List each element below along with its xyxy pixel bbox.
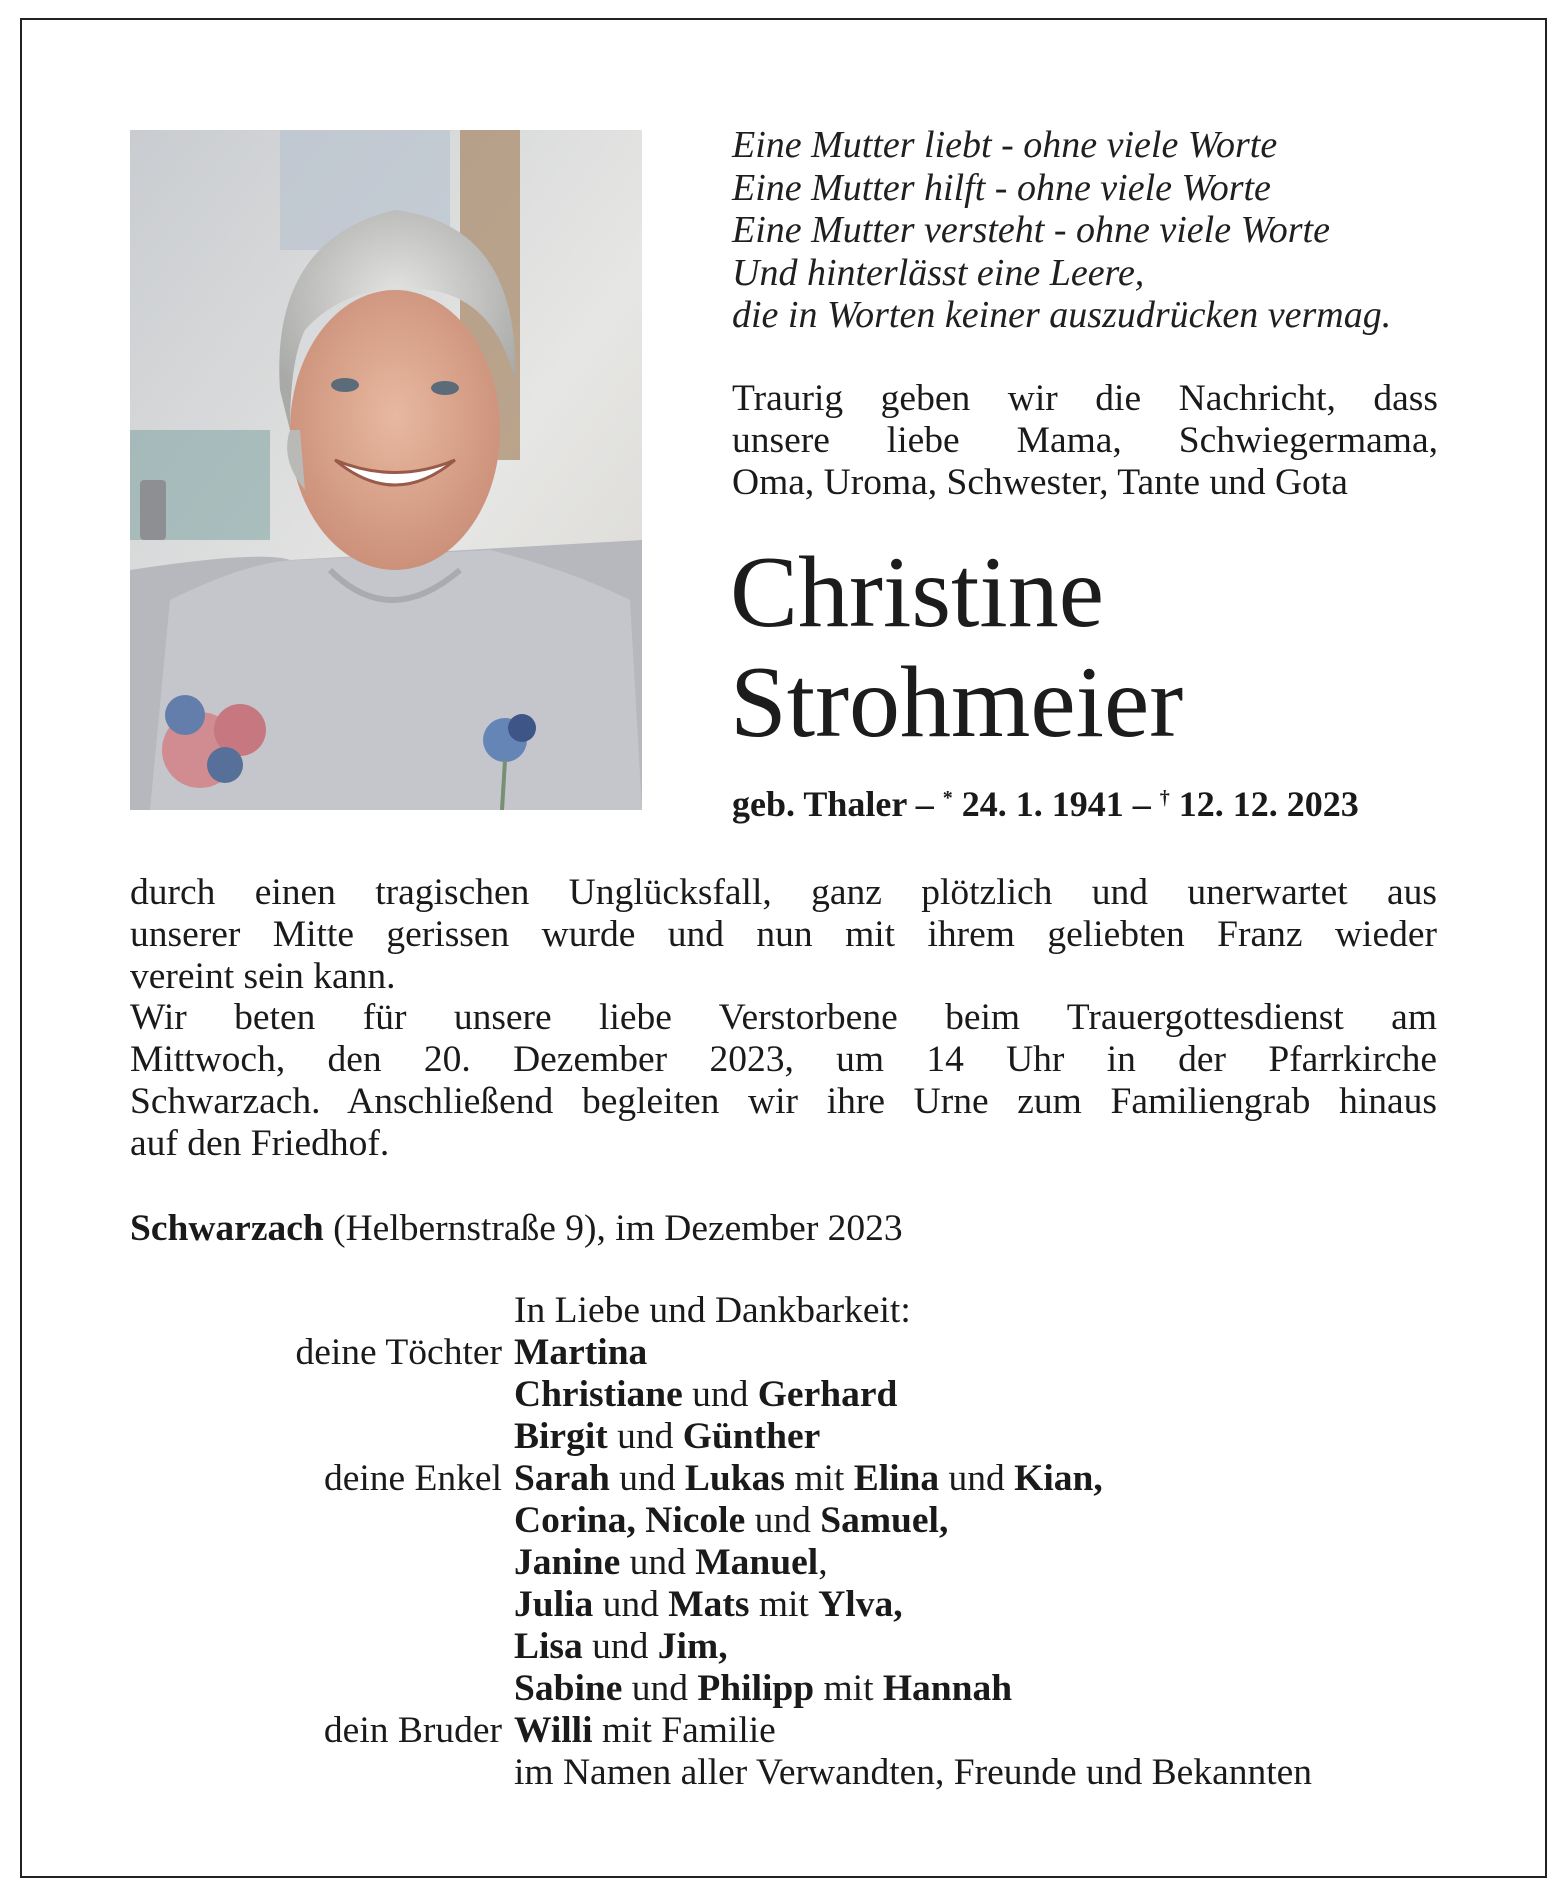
mourner-name: Lisa	[514, 1626, 583, 1667]
role-label: deine Enkel	[323, 1458, 502, 1499]
death-date: 12. 12. 2023	[1178, 784, 1359, 824]
poem-line: Eine Mutter hilft - ohne viele Worte	[732, 166, 1271, 209]
address-and-month: (Helbernstraße 9), im Dezember 2023	[323, 1208, 903, 1249]
body-line: Schwarzach. Anschließend begleiten wir ihre Urne zum Familiengrab hinaus	[130, 1080, 1437, 1122]
mourner-name: Kian,	[1014, 1458, 1103, 1499]
dash: –	[1132, 784, 1151, 824]
mourner-name: Nicole	[645, 1500, 746, 1541]
mourner-name: Ylva,	[818, 1584, 903, 1625]
list-item: Corina, Nicole und Samuel,	[514, 1500, 949, 1541]
mourner-name: Gerhard	[757, 1374, 898, 1415]
list-item	[130, 1332, 1440, 1374]
maiden-name: geb. Thaler	[732, 784, 907, 824]
first-name: Christine	[730, 536, 1104, 649]
death-cross-icon: †	[1159, 787, 1170, 809]
list-item: deine Enkel Sarah und Lukas mit Elina und Kian,	[130, 1458, 1440, 1500]
mourner-name: Martina	[514, 1332, 648, 1373]
list-item: Lisa und Jim,	[514, 1626, 728, 1667]
poem-line: Eine Mutter versteht - ohne viele Worte	[732, 209, 1330, 251]
mourner-name: Birgit	[514, 1416, 608, 1457]
body-line: Mittwoch, den 20. Dezember 2023, um 14 Uhr in der Pfarrkirche	[130, 1039, 1437, 1081]
mourner-name: Mats	[668, 1584, 750, 1625]
poem-line: die in Worten keiner auszudrücken vermag.	[732, 294, 1392, 336]
intro-line: Traurig geben wir die Nachricht, dass	[732, 378, 1438, 419]
portrait-image	[130, 130, 642, 810]
mourner-name: Sarah	[514, 1458, 610, 1499]
mourners-list	[130, 1290, 1440, 1794]
closing-line: im Namen aller Verwandten, Freunde und Bekannten	[514, 1752, 1313, 1793]
intro-line: unsere liebe Mama, Schwiegermama,	[732, 420, 1438, 461]
mourner-name: Günther	[682, 1416, 821, 1457]
role-label: deine Töchter	[295, 1332, 502, 1373]
mourner-name: Hannah	[882, 1668, 1013, 1709]
mourner-name: Jim,	[657, 1626, 728, 1667]
deceased-name	[730, 538, 1450, 758]
list-item: Birgit und Günther	[514, 1416, 821, 1457]
mourner-name: Willi	[514, 1710, 593, 1751]
mourner-name: Corina,	[514, 1500, 636, 1541]
body-line: Wir beten für unsere liebe Verstorbene beim Trauergottesdienst am	[130, 997, 1437, 1039]
list-item: Janine und Manuel,	[514, 1542, 828, 1583]
body-line: durch einen tragischen Unglücksfall, ganz plötzlich und unerwartet aus	[130, 872, 1437, 913]
town-name: Schwarzach	[130, 1208, 324, 1249]
portrait-photo	[130, 130, 642, 810]
mourner-name: Manuel	[695, 1542, 819, 1583]
place-and-date	[130, 1208, 1130, 1250]
body-line: auf den Friedhof.	[130, 1122, 390, 1164]
mourner-name: Samuel,	[820, 1500, 949, 1541]
mourner-name: Christiane	[514, 1374, 683, 1415]
life-dates	[732, 776, 1448, 826]
last-name: Strohmeier	[730, 646, 1184, 759]
poem-line: Und hinterlässt eine Leere,	[732, 251, 1145, 294]
birth-date: 24. 1. 1941	[961, 784, 1124, 824]
obituary-body	[130, 872, 1437, 1165]
list-item: Julia und Mats mit Ylva,	[514, 1584, 903, 1625]
poem	[732, 124, 1452, 337]
mourner-name: Sabine	[514, 1668, 623, 1709]
list-item: Christiane und Gerhard	[514, 1374, 898, 1415]
mourner-name: Julia	[514, 1584, 594, 1625]
list-item: dein Bruder Willi mit Familie	[130, 1710, 1440, 1752]
list-item: Sabine und Philipp mit Hannah	[514, 1668, 1013, 1709]
birth-star-icon: *	[942, 787, 953, 809]
list-item	[130, 1290, 1440, 1332]
poem-line: Eine Mutter liebt - ohne viele Worte	[732, 124, 1278, 166]
intro-line: Oma, Uroma, Schwester, Tante und Gota	[732, 462, 1348, 503]
body-line: unserer Mitte gerissen wurde und nun mit ihrem geliebten Franz wieder	[130, 913, 1437, 955]
role-label: dein Bruder	[323, 1710, 502, 1751]
mourner-name: Elina	[853, 1458, 940, 1499]
mourner-name: Janine	[514, 1542, 621, 1583]
mourner-name: Lukas	[684, 1458, 785, 1499]
body-line: vereint sein kann.	[130, 955, 396, 997]
thanks-line: In Liebe und Dankbarkeit:	[514, 1290, 911, 1331]
announcement-intro	[732, 378, 1438, 504]
mourner-name: Philipp	[697, 1668, 815, 1709]
dash: –	[915, 784, 934, 824]
list-item	[130, 1752, 1440, 1794]
